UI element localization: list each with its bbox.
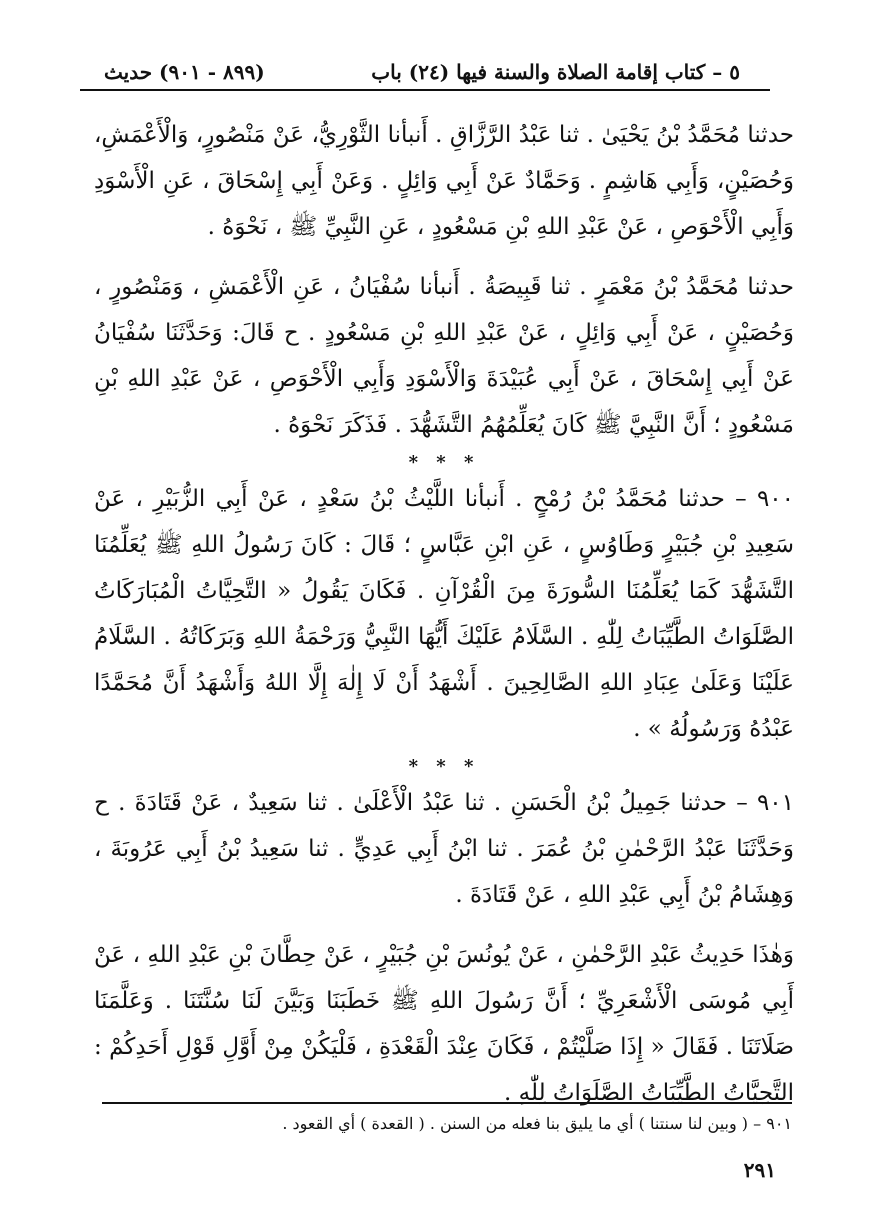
- page-number: ٢٩١: [743, 1158, 776, 1182]
- footnote: ٩٠١ – ( وبين لنا سنتنا ) أي ما يليق بنا فعله من السنن . ( القعدة ) أي القعود .: [282, 1114, 792, 1133]
- header-divider: [80, 89, 770, 91]
- section-separator-1: * * *: [408, 452, 480, 473]
- running-header: [80, 50, 770, 90]
- paragraph-hadith-901-text: وَهٰذَا حَدِيثُ عَبْدِ الرَّحْمٰنِ ، عَنْ يُونُسَ بْنِ جُبَيْرٍ ، عَنْ حِطَّانَ بْنِ عَبْدِ اللهِ ، عَنْ أَبِي مُوسَى الْأَشْعَرِيِّ ؛ أَنَّ رَسُولَ اللهِ ﷺ خَطَبَنَا وَبَيَّنَ لَنَا سُنَّتَنَا . وَعَلَّمَنَا صَلَاتَنَا . فَقَالَ « إِذَا صَلَّيْتُمْ ، فَكَانَ عِنْدَ الْقَعْدَةِ ، فَلْيَكُنْ مِنْ أَوَّلِ قَوْلِ أَحَدِكُمْ : التَّحِيَّاتُ الطَّيِّبَاتُ الصَّلَوَاتُ لِلّٰهِ .: [94, 942, 794, 1106]
- paragraph-hadith-901: ٩٠١ – حدثنا جَمِيلُ بْنُ الْحَسَنِ . ثنا عَبْدُ الْأَعْلَىٰ . ثنا سَعِيدٌ ، عَنْ قَتَادَةَ . ح وَحَدَّثَنَا عَبْدُ الرَّحْمٰنِ بْنُ عُمَرَ . ثنا ابْنُ أَبِي عَدِيٍّ . ثنا سَعِيدُ بْنُ أَبِي عَرُوبَةَ ، وَهِشَامُ بْنُ أَبِي عَبْدِ اللهِ ، عَنْ قَتَادَةَ .: [94, 790, 794, 908]
- paragraph-isnad-2: حدثنا مُحَمَّدُ بْنُ مَعْمَرٍ . ثنا قَبِيصَةُ . أَنبأنا سُفْيَانُ ، عَنِ الْأَعْمَشِ ، وَمَنْصُورٍ ، وَحُصَيْنٍ ، عَنْ أَبِي وَائِلٍ ، عَنْ عَبْدِ اللهِ بْنِ مَسْعُودٍ . ح قَالَ: وَحَدَّثَنَا سُفْيَانُ عَنْ أَبِي إِسْحَاقَ ، عَنْ أَبِي عُبَيْدَةَ وَالْأَسْوَدِ وَأَبِي الْأَحْوَصِ ، عَنْ عَبْدِ اللهِ بْنِ مَسْعُودٍ ؛ أَنَّ النَّبِيَّ ﷺ كَانَ يُعَلِّمُهُمُ التَّشَهُّدَ . فَذَكَرَ نَحْوَهُ .: [94, 274, 794, 438]
- paragraph-isnad-1: حدثنا مُحَمَّدُ بْنُ يَحْيَىٰ . ثنا عَبْدُ الرَّزَّاقِ . أَنبأنا الثَّوْرِيُّ، عَنْ مَنْصُورٍ، وَالْأَعْمَشِ، وَحُصَيْنٍ، وَأَبِي هَاشِمٍ . وَحَمَّادٌ عَنْ أَبِي وَائِلٍ . وَعَنْ أَبِي إِسْحَاقَ ، عَنِ الْأَسْوَدِ وَأَبِي الْأَحْوَصِ ، عَنْ عَبْدِ اللهِ بْنِ مَسْعُودٍ ، عَنِ النَّبِيِّ ﷺ ، نَحْوَهُ .: [94, 122, 794, 240]
- footnote-divider: [102, 1102, 792, 1104]
- main-text: [94, 112, 794, 1116]
- paragraph-hadith-900: ٩٠٠ – حدثنا مُحَمَّدُ بْنُ رُمْحٍ . أَنبأنا اللَّيْثُ بْنُ سَعْدٍ ، عَنْ أَبِي الزُّبَيْرِ ، عَنْ سَعِيدِ بْنِ جُبَيْرٍ وَطَاوُسٍ ، عَنِ ابْنِ عَبَّاسٍ ؛ قَالَ : كَانَ رَسُولُ اللهِ ﷺ يُعَلِّمُنَا التَّشَهُّدَ كَمَا يُعَلِّمُنَا السُّورَةَ مِنَ الْقُرْآنِ . فَكَانَ يَقُولُ « التَّحِيَّاتُ الْمُبَارَكَاتُ الصَّلَوَاتُ الطَّيِّبَاتُ لِلّٰهِ . السَّلَامُ عَلَيْكَ أَيُّهَا النَّبِيُّ وَرَحْمَةُ اللهِ وَبَرَكَاتُهُ . السَّلَامُ عَلَيْنَا وَعَلَىٰ عِبَادِ اللهِ الصَّالِحِينَ . أَشْهَدُ أَنْ لَا إِلٰهَ إِلَّا اللهُ وَأَشْهَدُ أَنَّ مُحَمَّدًا عَبْدُهُ وَرَسُولُهُ » .: [94, 486, 794, 742]
- header-hadith-range: (٨٩٩ - ٩٠١) حديث: [104, 60, 265, 84]
- header-book-title: ٥ – كتاب إقامة الصلاة والسنة فيها (٢٤) باب: [371, 60, 740, 84]
- section-separator-2: * * *: [408, 756, 480, 777]
